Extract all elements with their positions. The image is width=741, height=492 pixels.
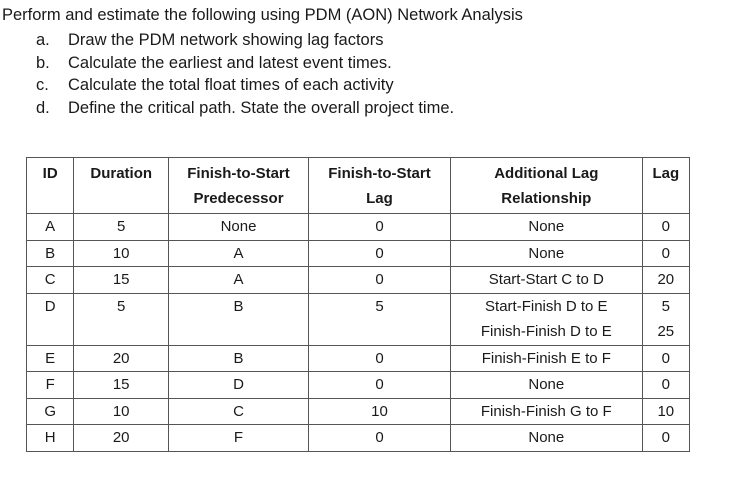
task-text: Calculate the total float times of each activity xyxy=(68,76,394,95)
cell-duration: 10 xyxy=(74,398,169,425)
cell-predecessor: A xyxy=(169,240,309,267)
cell-id: B xyxy=(27,240,74,267)
header-id: ID xyxy=(27,158,74,214)
task-text: Draw the PDM network showing lag factors xyxy=(68,31,384,49)
task-item xyxy=(36,29,454,52)
cell-lag: 0 xyxy=(642,240,689,267)
cell-lag: 0 xyxy=(642,372,689,399)
task-text: Define the critical path. State the overall project time. xyxy=(68,98,455,117)
table-row xyxy=(27,372,690,399)
cell-predecessor: B xyxy=(169,293,309,345)
cell-fs-lag: 0 xyxy=(308,267,450,294)
cell-fs-lag: 0 xyxy=(308,425,450,452)
cell-lag: 10 xyxy=(642,398,689,425)
cell-predecessor: C xyxy=(169,398,309,425)
task-item xyxy=(36,52,454,75)
cell-id: H xyxy=(27,425,74,452)
task-letter: c. xyxy=(36,76,49,95)
cell-predecessor: D xyxy=(169,372,309,399)
cell-fs-lag: 0 xyxy=(308,214,450,241)
table-row xyxy=(27,293,690,345)
cell-additional-lag: Finish-Finish G to F xyxy=(451,398,643,425)
lag-line: 5 xyxy=(661,297,670,315)
cell-fs-lag: 5 xyxy=(308,293,450,345)
cell-duration: 10 xyxy=(74,240,169,267)
cell-fs-lag: 0 xyxy=(308,240,450,267)
cell-additional-lag: Start-Start C to D xyxy=(451,267,643,294)
cell-duration: 15 xyxy=(74,372,169,399)
problem-heading: Perform and estimate the following using PDM (AON) Network Analysis xyxy=(2,6,523,24)
cell-lag: 20 xyxy=(642,267,689,294)
cell-id: C xyxy=(27,267,74,294)
cell-id: D xyxy=(27,293,74,345)
cell-id: F xyxy=(27,372,74,399)
cell-duration: 15 xyxy=(74,267,169,294)
cell-fs-lag: 10 xyxy=(308,398,450,425)
header-additional-lag: Additional Lag Relationship xyxy=(451,158,643,214)
cell-id: A xyxy=(27,214,74,241)
table-row xyxy=(27,345,690,372)
cell-additional-lag: Finish-Finish E to F xyxy=(451,345,643,372)
cell-additional-lag: None xyxy=(451,214,643,241)
header-fs-lag: Finish-to-Start Lag xyxy=(308,158,450,214)
task-list xyxy=(36,29,454,119)
cell-additional-lag: None xyxy=(451,240,643,267)
cell-predecessor: A xyxy=(169,267,309,294)
task-letter: d. xyxy=(36,98,50,117)
cell-lag: 0 xyxy=(642,214,689,241)
cell-predecessor: None xyxy=(169,214,309,241)
table-row xyxy=(27,214,690,241)
cell-duration: 5 xyxy=(74,214,169,241)
cell-fs-lag: 0 xyxy=(308,345,450,372)
cell-duration: 5 xyxy=(74,293,169,345)
task-text: Calculate the earliest and latest event times. xyxy=(68,53,392,72)
cell-lag: 0 xyxy=(642,345,689,372)
lag-line: 25 xyxy=(657,323,675,340)
table-row xyxy=(27,425,690,452)
header-fs-predecessor: Finish-to-Start Predecessor xyxy=(169,158,309,214)
table-row xyxy=(27,267,690,294)
table-header-row xyxy=(27,158,690,214)
cell-additional-lag xyxy=(451,293,643,345)
cell-id: E xyxy=(27,345,74,372)
cell-id: G xyxy=(27,398,74,425)
cell-additional-lag: None xyxy=(451,425,643,452)
cell-additional-lag: None xyxy=(451,372,643,399)
cell-lag xyxy=(642,293,689,345)
cell-predecessor: F xyxy=(169,425,309,452)
table-row xyxy=(27,398,690,425)
additional-lag-line: Finish-Finish D to E xyxy=(480,323,612,340)
cell-duration: 20 xyxy=(74,425,169,452)
activity-table xyxy=(26,157,690,452)
task-item xyxy=(36,97,454,120)
cell-duration: 20 xyxy=(74,345,169,372)
task-letter: b. xyxy=(36,53,50,72)
header-duration: Duration xyxy=(74,158,169,214)
table-row xyxy=(27,240,690,267)
task-letter: a. xyxy=(36,31,50,49)
cell-predecessor: B xyxy=(169,345,309,372)
header-lag: Lag xyxy=(642,158,689,214)
additional-lag-line: Start-Finish D to E xyxy=(485,297,608,315)
cell-fs-lag: 0 xyxy=(308,372,450,399)
task-item xyxy=(36,74,454,97)
cell-lag: 0 xyxy=(642,425,689,452)
